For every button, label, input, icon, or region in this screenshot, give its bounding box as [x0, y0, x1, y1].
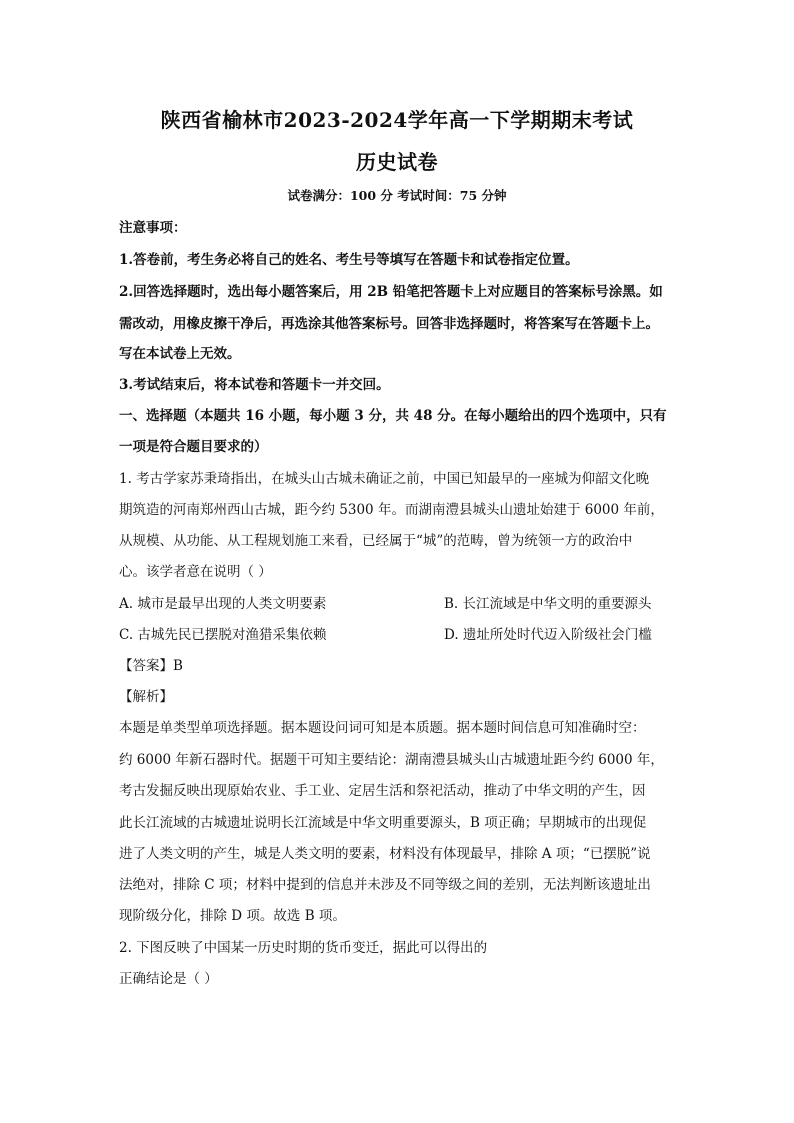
- q1-stem-line-3: 从规模、从功能、从工程规划施工来看，已经属于“城”的范畴，曾为统领一方的政治中: [119, 533, 633, 549]
- note-2-line-3: 写在本试卷上无效。: [119, 346, 241, 362]
- q1-option-b: B. 长江流域是中华文明的重要源头: [444, 596, 652, 612]
- note-2-line-1: 2.回答选择题时，选出每小题答案后，用 2B 铅笔把答题卡上对应题目的答案标号涂黑。如: [119, 284, 663, 300]
- q2-stem-line-1: 2. 下图反映了中国某一历史时期的货币变迁，据此可以得出的: [119, 940, 488, 956]
- note-2-line-2: 需改动，用橡皮擦干净后，再选涂其他答案标号。回答非选择题时，将答案写在答题卡上。: [119, 316, 659, 332]
- section-heading-line-2: 一项是符合题目要求的）: [119, 439, 268, 455]
- q1-analysis-line-7: 现阶级分化，排除 D 项。故选 B 项。: [119, 908, 346, 924]
- q1-analysis-line-3: 考古发掘反映出现原始农业、手工业、定居生活和祭祀活动，推动了中华文明的产生，因: [119, 783, 646, 799]
- q1-analysis-line-1: 本题是单类型单项选择题。据本题设问词可知是本质题。据本题时间信息可知准确时空：: [119, 720, 646, 736]
- q2-stem-line-2: 正确结论是（ ）: [119, 971, 218, 987]
- q1-stem-line-2: 期筑造的河南郑州西山古城，距今约 5300 年。而湖南澧县城头山遗址始建于 6000 年前，: [119, 502, 664, 518]
- exam-meta: 试卷满分：100 分 考试时间：75 分钟: [287, 188, 507, 203]
- q1-option-a: A. 城市是最早出现的人类文明要素: [119, 596, 327, 612]
- q1-stem-line-4: 心。该学者意在说明（ ）: [119, 564, 272, 580]
- section-heading-line-1: 一、选择题（本题共 16 小题，每小题 3 分，共 48 分。在每小题给出的四个选项中，只有: [119, 408, 667, 424]
- exam-title: 陕西省榆林市2023-2024学年高一下学期期末考试: [160, 108, 634, 132]
- q1-analysis-line-2: 约 6000 年新石器时代。据题干可知主要结论：湖南澧县城头山古城遗址距今约 6000 年，: [119, 752, 664, 768]
- note-1: 1.答卷前，考生务必将自己的姓名、考生号等填写在答题卡和试卷指定位置。: [119, 252, 579, 268]
- notes-heading: 注意事项：: [119, 220, 187, 236]
- q1-stem-line-1: 1. 考古学家苏秉琦指出，在城头山古城未确证之前，中国已知最早的一座城为仰韶文化晚: [119, 471, 650, 487]
- q1-analysis-heading: 【解析】: [119, 689, 173, 705]
- note-3: 3.考试结束后，将本试卷和答题卡一并交回。: [119, 377, 390, 393]
- q1-analysis-line-4: 此长江流域的古城遗址说明长江流域是中华文明重要源头，B 项正确；早期城市的出现促: [119, 815, 647, 831]
- q1-option-c: C. 古城先民已摆脱对渔猎采集依赖: [119, 627, 327, 643]
- q1-answer: 【答案】B: [119, 658, 183, 674]
- q1-option-d: D. 遗址所处时代迈入阶级社会门槛: [444, 627, 652, 643]
- q1-analysis-line-5: 进了人类文明的产生，城是人类文明的要素，材料没有体现最早，排除 A 项；“已摆脱”说: [119, 846, 651, 862]
- q1-analysis-line-6: 法绝对，排除 C 项；材料中提到的信息并未涉及不同等级之间的差别，无法判断该遗址出: [119, 877, 651, 893]
- exam-subject: 历史试卷: [356, 150, 438, 174]
